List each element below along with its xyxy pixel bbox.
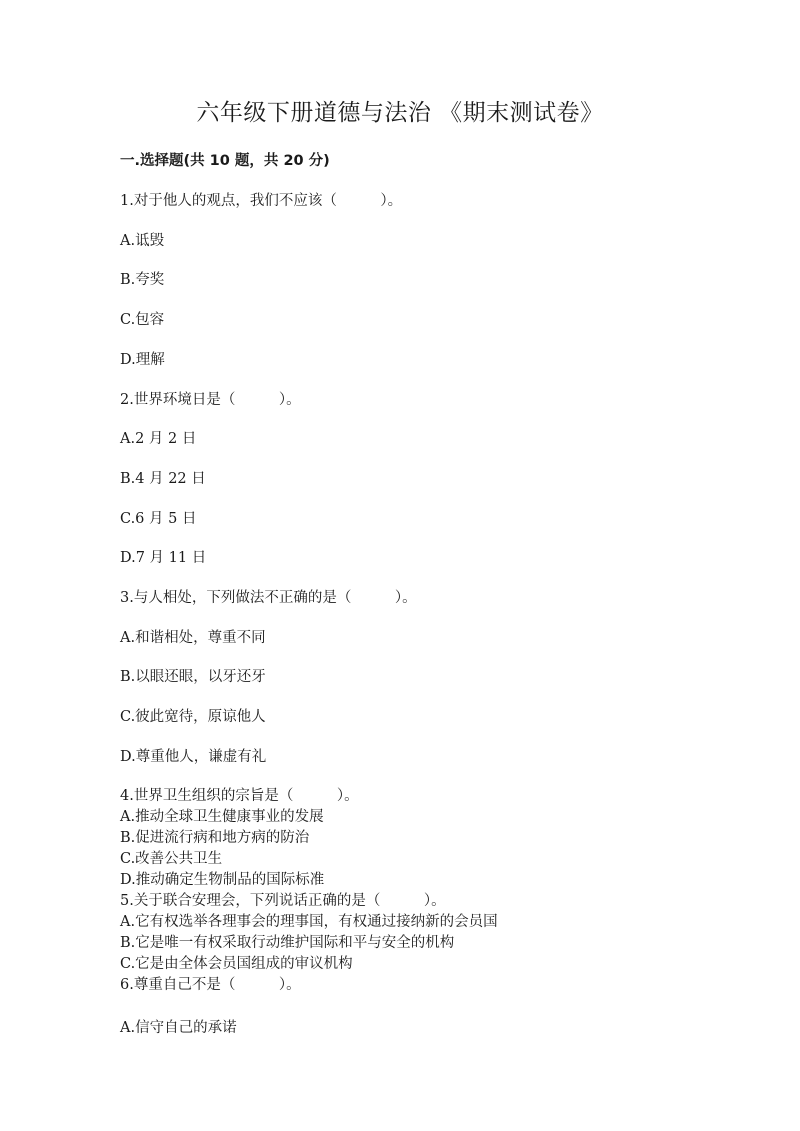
question-2-option-a: A.2 月 2 日 [120,431,197,447]
question-1-option-c: C.包容 [120,312,165,328]
question-3-option-c: C.彼此宽待，原谅他人 [120,709,266,725]
question-stem-3: 3.与人相处，下列做法不正确的是（ ）。 [120,590,417,606]
question-1-option-a: A.诋毁 [120,233,165,249]
question-3-option-a: A.和谐相处，尊重不同 [120,630,266,646]
question-4-option-a: A.推动全球卫生健康事业的发展 [120,809,324,825]
question-stem-1: 1.对于他人的观点，我们不应该（ ）。 [120,193,403,209]
question-5-option-b: B.它是唯一有权采取行动维护国际和平与安全的机构 [120,935,455,951]
question-6-option-a: A.信守自己的承诺 [120,1020,237,1036]
question-3-option-b: B.以眼还眼，以牙还牙 [120,669,266,685]
question-stem-4: 4.世界卫生组织的宗旨是（ ）。 [120,788,359,804]
question-1-option-b: B.夸奖 [120,272,165,288]
section-heading: 一.选择题(共 10 题，共 20 分) [120,153,330,169]
question-2-option-b: B.4 月 22 日 [120,471,206,487]
page-title: 六年级下册道德与法治 《期末测试卷》 [196,100,604,126]
question-2-option-c: C.6 月 5 日 [120,511,197,527]
question-5-option-c: C.它是由全体会员国组成的审议机构 [120,956,353,972]
question-4-option-d: D.推动确定生物制品的国际标准 [120,872,325,888]
question-1-option-d: D.理解 [120,352,165,368]
question-3-option-d: D.尊重他人，谦虚有礼 [120,749,267,765]
question-stem-5: 5.关于联合安理会，下列说话正确的是（ ）。 [120,893,446,909]
question-4-option-b: B.促进流行病和地方病的防治 [120,830,310,846]
question-2-option-d: D.7 月 11 日 [120,550,207,566]
question-stem-2: 2.世界环境日是（ ）。 [120,392,301,408]
question-4-option-c: C.改善公共卫生 [120,851,223,867]
question-5-option-a: A.它有权选举各理事会的理事国，有权通过接纳新的会员国 [120,914,498,930]
question-stem-6: 6.尊重自己不是（ ）。 [120,977,301,993]
